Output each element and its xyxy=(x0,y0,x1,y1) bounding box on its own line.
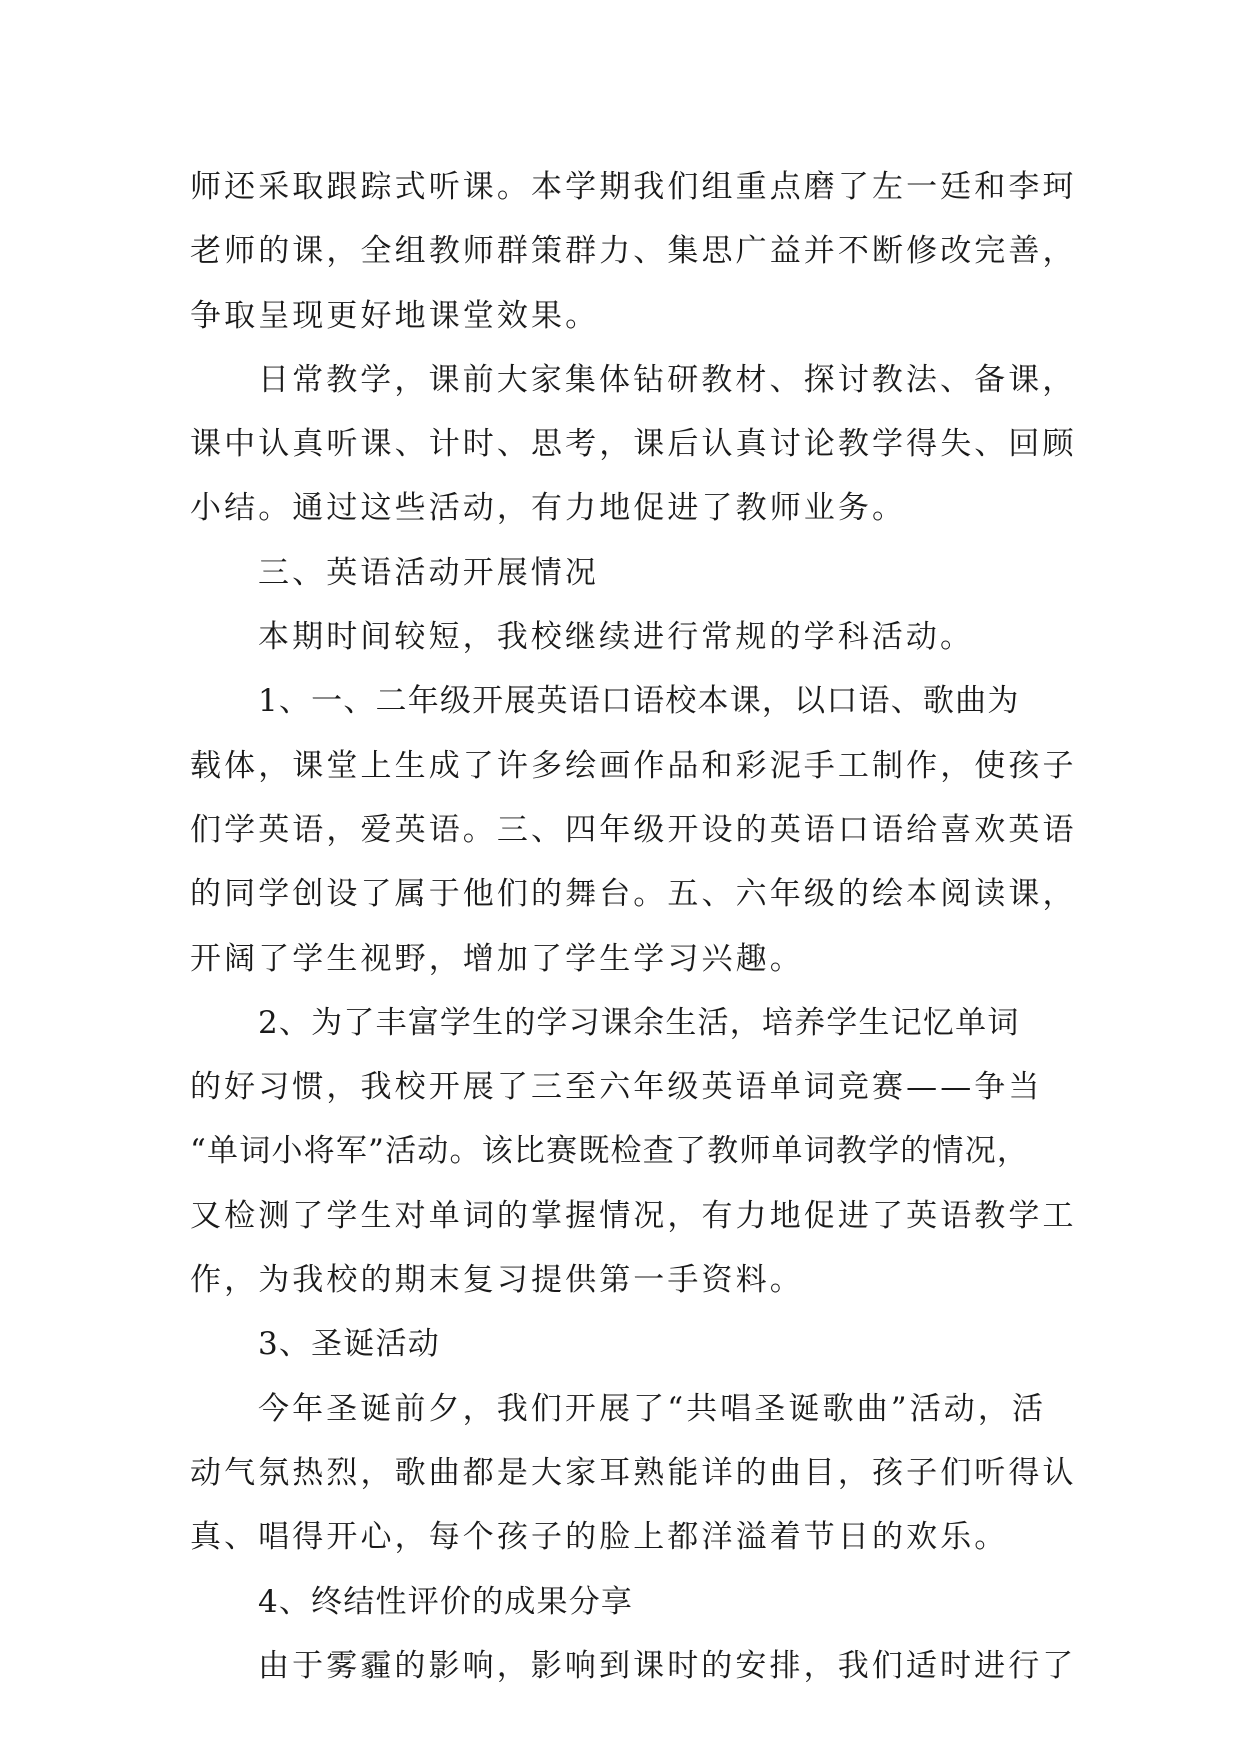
text-line: 小结。通过这些活动，有力地促进了教师业务。 xyxy=(190,490,907,527)
text-line: 本期时间较短，我校继续进行常规的学科活动。 xyxy=(258,619,975,656)
text-line: 今年圣诞前夕，我们开展了“共唱圣诞歌曲”活动，活 xyxy=(258,1390,1047,1427)
text-line: 真、唱得开心，每个孩子的脸上都洋溢着节日的欢乐。 xyxy=(190,1519,1009,1556)
text-line: 们学英语，爱英语。三、四年级开设的英语口语给喜欢英语 xyxy=(190,811,1077,848)
text-line: 4、终结性评价的成果分享 xyxy=(258,1583,634,1620)
text-line: 日常教学，课前大家集体钻研教材、探讨教法、备课， xyxy=(258,361,1077,398)
text-line: “单词小将军”活动。该比赛既检查了教师单词教学的情况， xyxy=(190,1133,1030,1170)
text-line: 2、为了丰富学生的学习课余生活，培养学生记忆单词 xyxy=(258,1004,1020,1041)
text-line: 作，为我校的期末复习提供第一手资料。 xyxy=(190,1262,804,1299)
text-line: 又检测了学生对单词的掌握情况，有力地促进了英语教学工 xyxy=(190,1197,1077,1234)
text-line: 争取呈现更好地课堂效果。 xyxy=(190,297,600,334)
text-line: 1、一、二年级开展英语口语校本课，以口语、歌曲为 xyxy=(258,683,1020,720)
body-text xyxy=(190,155,1077,1698)
text-line: 动气氛热烈，歌曲都是大家耳熟能详的曲目，孩子们听得认 xyxy=(190,1454,1077,1491)
text-line: 课中认真听课、计时、思考，课后认真讨论教学得失、回顾 xyxy=(190,426,1077,463)
text-line: 3、圣诞活动 xyxy=(258,1326,440,1363)
text-line: 开阔了学生视野，增加了学生学习兴趣。 xyxy=(190,940,804,977)
section-heading: 三、英语活动开展情况 xyxy=(258,554,599,591)
text-line: 老师的课，全组教师群策群力、集思广益并不断修改完善， xyxy=(190,233,1077,270)
text-line: 由于雾霾的影响，影响到课时的安排，我们适时进行了 xyxy=(258,1647,1077,1684)
text-line: 的好习惯，我校开展了三至六年级英语单词竞赛——争当 xyxy=(190,1069,1043,1106)
text-line: 的同学创设了属于他们的舞台。五、六年级的绘本阅读课， xyxy=(190,876,1077,913)
text-line: 师还采取跟踪式听课。本学期我们组重点磨了左一廷和李珂 xyxy=(190,169,1077,205)
text-line: 载体，课堂上生成了许多绘画作品和彩泥手工制作，使孩子 xyxy=(190,747,1077,784)
